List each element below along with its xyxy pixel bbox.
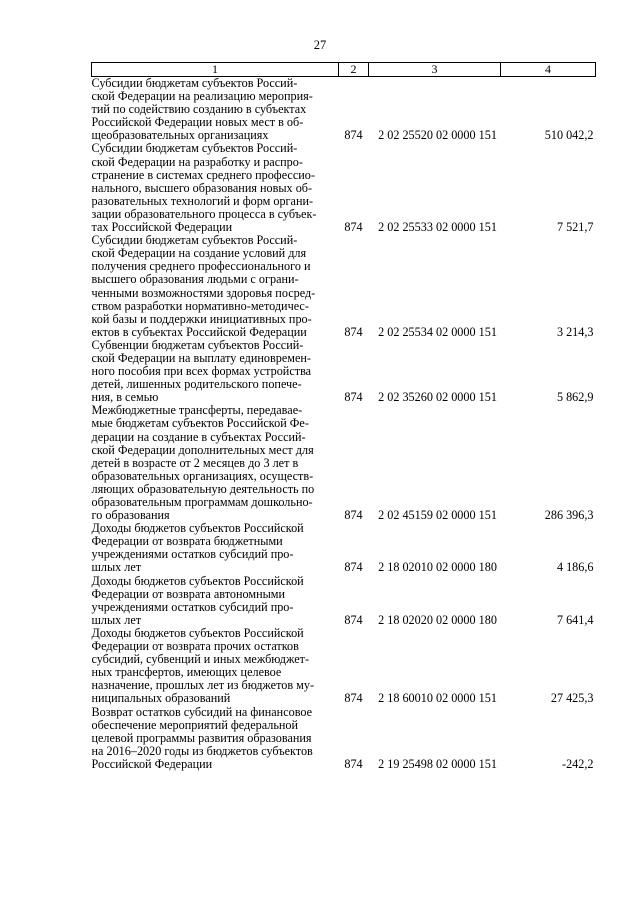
row-admin-code: 874 (344, 612, 363, 627)
row-amount: 3 214,3 (556, 324, 594, 339)
row-amount: 5 862,9 (556, 390, 594, 405)
table-row (92, 522, 596, 574)
row-description: Доходы бюджетов субъектов Российской Федерации от возврата бюджетными учреждениями остатков субсидий про- шлых лет (91, 521, 304, 575)
row-amount: -242,2 (562, 756, 594, 771)
row-budget-code: 2 19 25498 02 0000 151 (378, 756, 497, 771)
table-row (92, 142, 596, 234)
row-amount: 27 425,3 (550, 691, 594, 706)
row-budget-code: 2 18 60010 02 0000 151 (378, 691, 497, 706)
row-description: Доходы бюджетов субъектов Российской Федерации от возврата автономными учреждениями остатков субсидий про- шлых лет (91, 573, 304, 627)
row-budget-code: 2 02 25533 02 0000 151 (378, 220, 497, 235)
row-admin-code: 874 (344, 220, 363, 235)
row-budget-code: 2 02 25534 02 0000 151 (378, 324, 497, 339)
row-admin-code: 874 (344, 390, 363, 405)
table-row (92, 575, 596, 627)
row-description: Возврат остатков субсидий на финансовое обеспечение мероприятий федеральной целевой программы развития образования на 2016–2020 годы из бюджетов субъектов Российской Федерации (91, 704, 313, 771)
row-budget-code: 2 18 02010 02 0000 180 (378, 560, 497, 575)
column-header-2: 2 (339, 63, 369, 77)
row-description: Доходы бюджетов субъектов Российской Федерации от возврата прочих остатков субсидий, субвенций и иных межбюджет- ных трансфертов, имеющих целевое назначение, прошлых лет из бюджетов му- ниципальных образований (91, 625, 315, 706)
row-budget-code: 2 02 45159 02 0000 151 (378, 508, 497, 523)
table-row (92, 234, 596, 339)
table-header (92, 63, 596, 77)
row-amount: 4 186,6 (556, 560, 594, 575)
row-description: Субвенции бюджетам субъектов Россий- ской Федерации на выплату единовремен- ного пособия при всех формах устройства детей, лишенных родительского попече- ния, в семью (91, 337, 312, 405)
row-admin-code: 874 (344, 691, 363, 706)
row-budget-code: 2 18 02020 02 0000 180 (378, 612, 497, 627)
row-amount: 286 396,3 (544, 508, 594, 523)
row-admin-code: 874 (344, 560, 363, 575)
column-header-3: 3 (369, 63, 501, 77)
row-description: Субсидии бюджетам субъектов Россий- ской Федерации на реализацию мероприя- тий по содействию созданию в субъектах Российской Федерации новых мест в об- щеобразовательных организациях (91, 76, 313, 143)
row-admin-code: 874 (344, 324, 363, 339)
row-description: Субсидии бюджетам субъектов Россий- ской Федерации на создание условий для получения среднего профессионального и высшего образования людьми с ограни- ченными возможностями здоровья посред- ством разработки нормативно-методичес- кой базы и поддержки инициативных про- ектов в субъектах Российской Федерации (91, 233, 316, 339)
row-budget-code: 2 02 35260 02 0000 151 (378, 390, 497, 405)
budget-revenue-table (91, 62, 596, 771)
row-description: Субсидии бюджетам субъектов Россий- ской Федерации на разработку и распро- странение в системах среднего профессио- нального, высшего образования новых об- разовательных технологий и форм органи- зации образовательного процесса в субъек- тах Российской Федерации (91, 141, 317, 235)
column-header-4: 4 (501, 63, 596, 77)
row-admin-code: 874 (344, 508, 363, 523)
column-header-1: 1 (92, 63, 339, 77)
row-amount: 510 042,2 (544, 128, 594, 143)
table-body (92, 77, 596, 771)
table-row (92, 404, 596, 522)
row-admin-code: 874 (344, 128, 363, 143)
page-number: 27 (313, 38, 327, 52)
row-amount: 7 641,4 (556, 612, 594, 627)
row-amount: 7 521,7 (556, 220, 594, 235)
table-row (92, 339, 596, 404)
table-row (92, 77, 596, 143)
header-row (92, 63, 596, 77)
row-description: Межбюджетные трансферты, передавае- мые бюджетам субъектов Российской Фе- дерации на создание в субъектах Россий- ской Федерации дополнительных мест для детей в возрасте от 2 месяцев до 3 лет в образовательных организациях, осуществ- ляющих образовательную деятельность по образовательным программам дошкольно- го образования (91, 403, 315, 523)
row-budget-code: 2 02 25520 02 0000 151 (378, 128, 497, 143)
row-admin-code: 874 (344, 756, 363, 771)
table-row (92, 706, 596, 771)
table-row (92, 627, 596, 706)
